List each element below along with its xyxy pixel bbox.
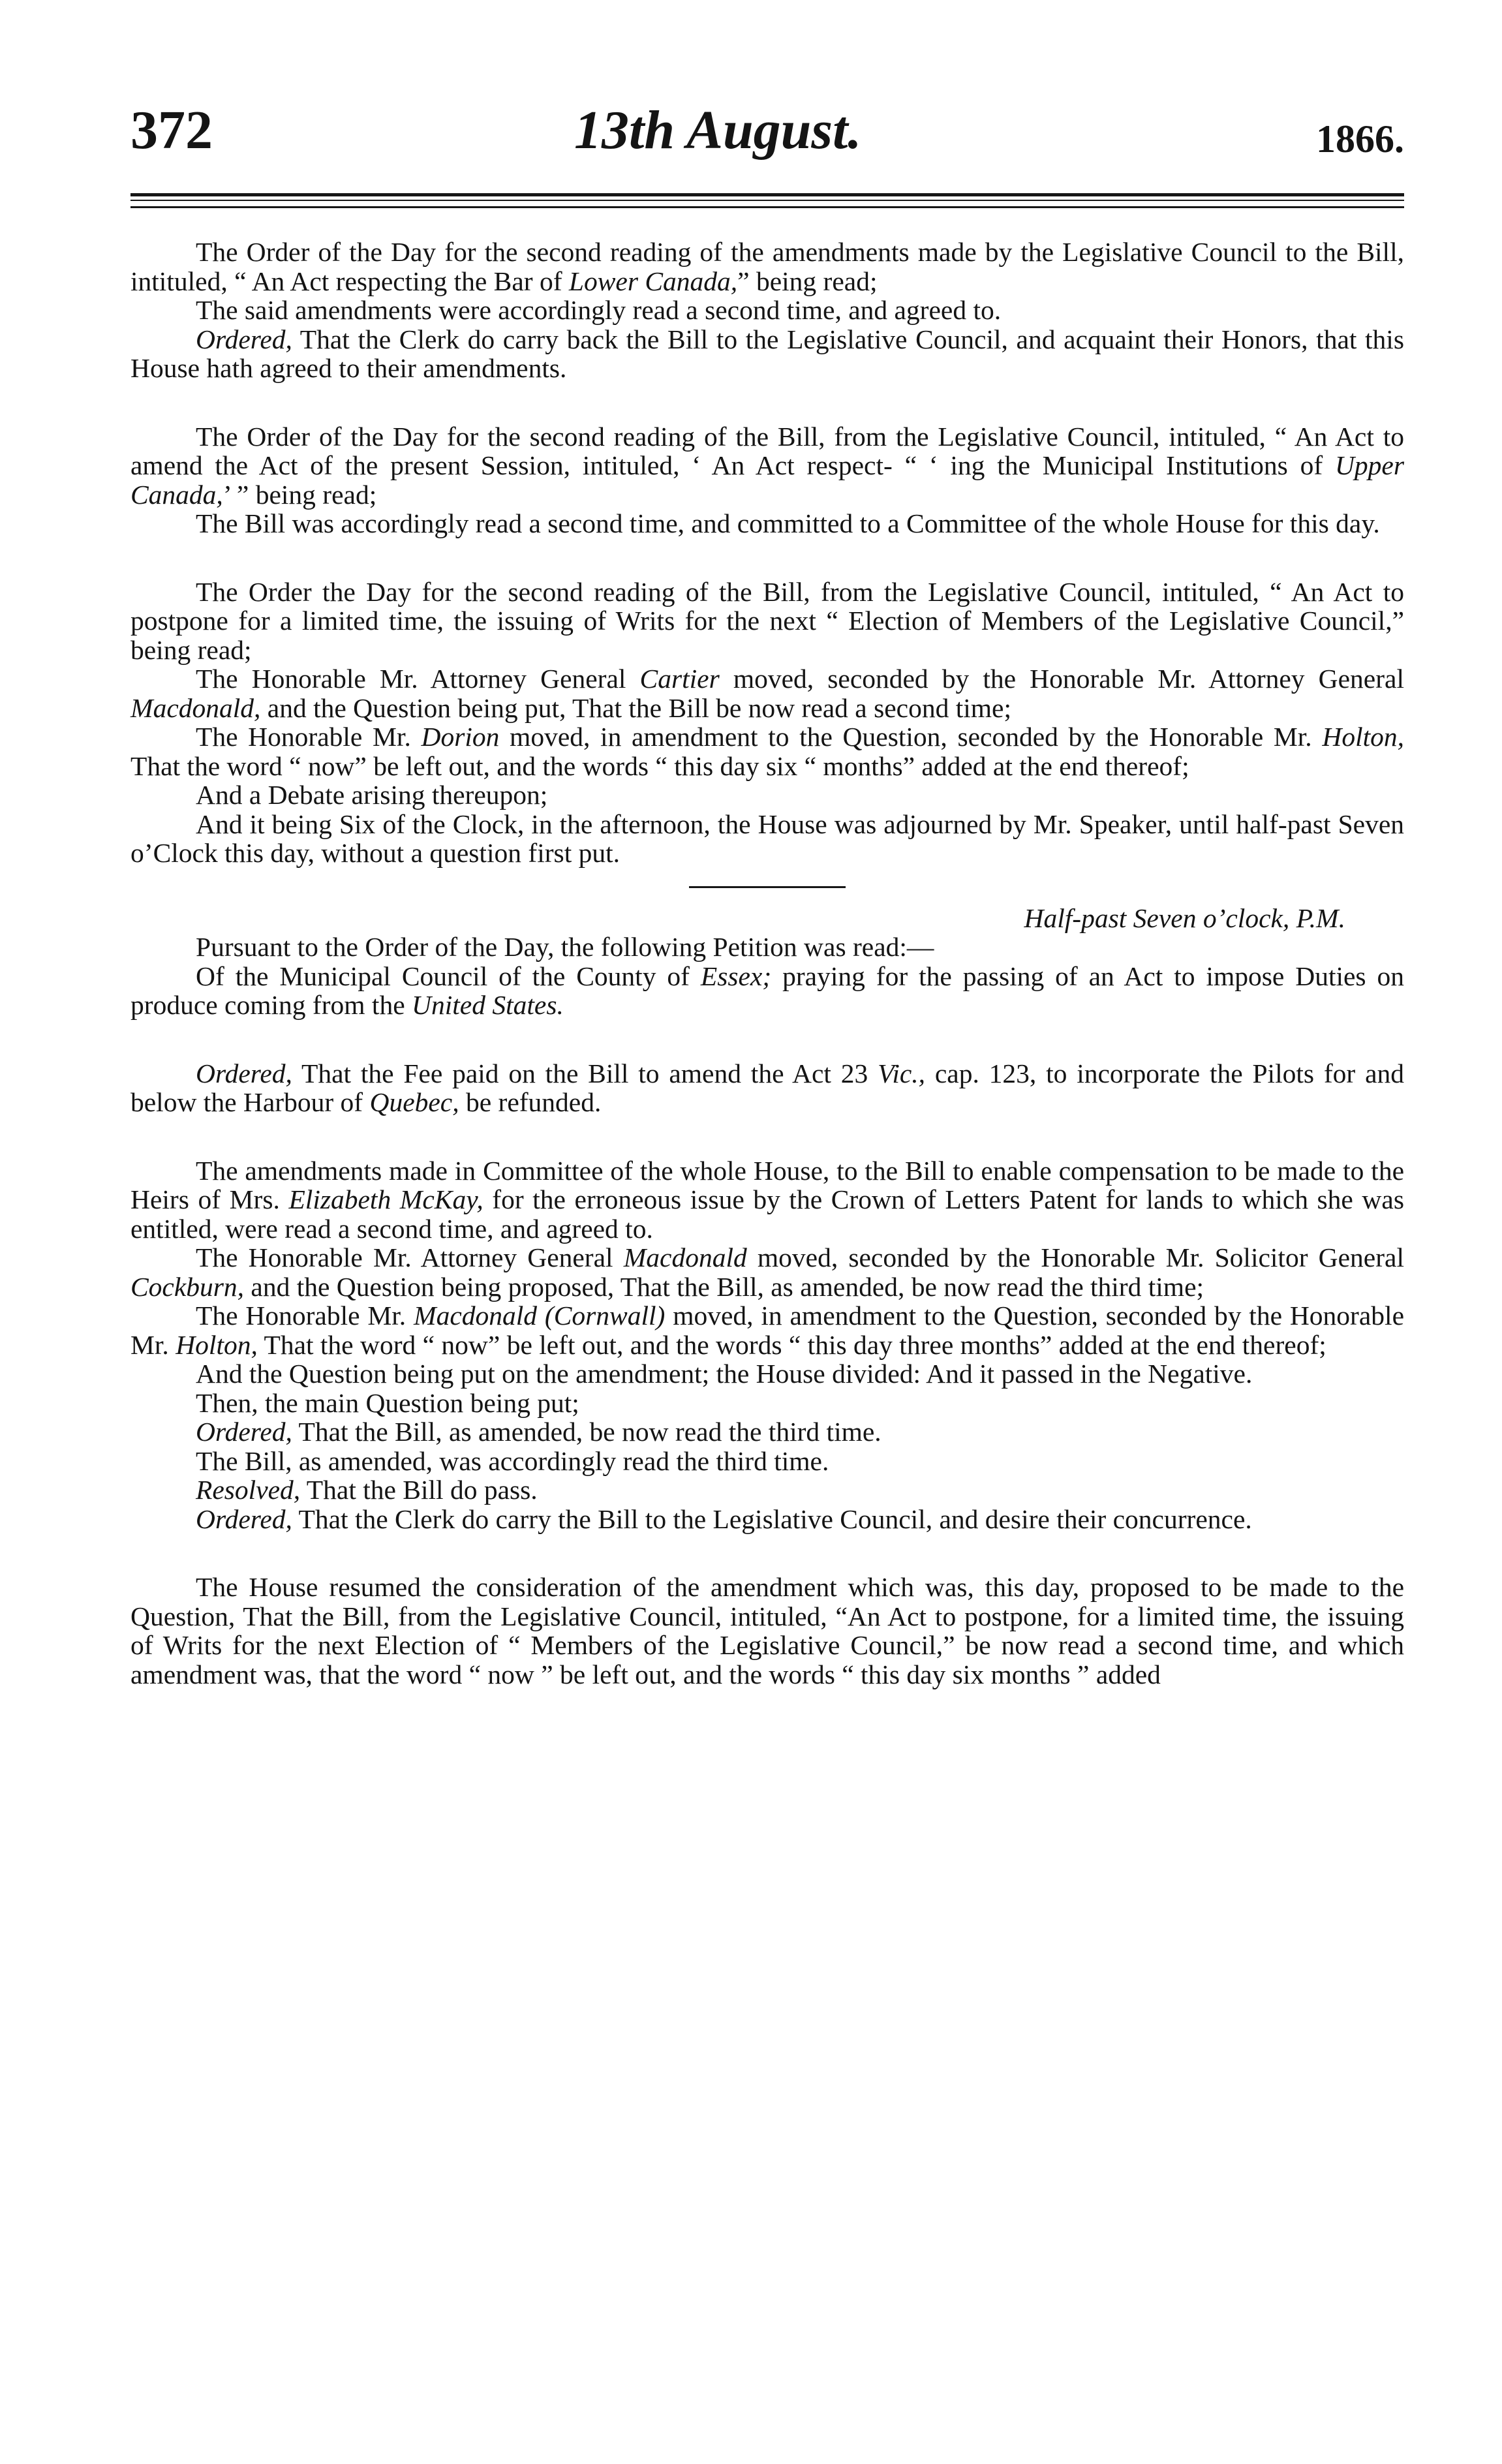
entry-bar-of-lower-canada — [130, 238, 1404, 383]
paragraph: And a Debate arising thereupon; — [196, 780, 548, 810]
section-divider — [689, 886, 846, 888]
entry-municipal-institutions-bill — [130, 422, 1404, 538]
paragraph: The said amendments were accordingly read a second time, and agreed to. — [196, 295, 1002, 325]
entry-postpone-writs-bill — [130, 578, 1404, 868]
page-year: 1866. — [1316, 117, 1404, 161]
entry-pilots-fee — [130, 1059, 1404, 1117]
paragraph: Then, the main Question being put; — [196, 1387, 579, 1418]
paragraph: The Order of the Day for the second reading of the amendments made by the Legislative Council to the Bill, intituled, “ An Act respecting the Bar of Lower Canada,” being read; — [130, 237, 1404, 296]
paragraph: The Honorable Mr. Attorney General Cartier moved, seconded by the Honorable Mr. Attorney General Macdonald, and the Question being put, That the Bill be now read a second time; — [130, 664, 1404, 723]
paragraph: Ordered, That the Clerk do carry back the Bill to the Legislative Council, and acquaint their Honors, that this House hath agreed to their amendments. — [130, 324, 1404, 383]
entry-resumed-consideration — [130, 1573, 1404, 1689]
paragraph: Ordered, That the Bill, as amended, be now read the third time. — [196, 1417, 881, 1447]
sitting-time: Half-past Seven o’clock, P.M. — [1024, 902, 1345, 933]
journal-body — [130, 238, 1404, 1689]
paragraph: And it being Six of the Clock, in the afternoon, the House was adjourned by Mr. Speaker, until half-past Seven o’Clock this day, without a question first put. — [130, 808, 1404, 868]
paragraph: And the Question being put on the amendment; the House divided: And it passed in the Negative. — [196, 1359, 1253, 1389]
paragraph: Resolved, That the Bill do pass. — [196, 1475, 538, 1505]
paragraph: The Order of the Day for the second reading of the Bill, from the Legislative Council, intituled, “ An Act to amend the Act of the present Session, intituled, ‘ An Act respect- “ ‘ ing the Municipal Institutions of Upper Canada,’ ” being read; — [130, 421, 1404, 510]
page-date: 13th August. — [574, 100, 862, 161]
paragraph: Ordered, That the Clerk do carry the Bill to the Legislative Council, and desire their concurrence. — [196, 1503, 1252, 1534]
header-rule-bottom — [130, 206, 1404, 208]
paragraph: The Order the Day for the second reading of the Bill, from the Legislative Council, intituled, “ An Act to postpone for a limited time, the issuing of Writs for the next “ Election of Members of the Legislative Council,” being read; — [130, 576, 1404, 665]
paragraph: The amendments made in Committee of the whole House, to the Bill to enable compensation to be made to the Heirs of Mrs. Elizabeth McKay, for the erroneous issue by the Crown of Letters Patent for lands to which she was entitled, were read a second time, and agreed to. — [130, 1155, 1404, 1244]
paragraph: The House resumed the consideration of the amendment which was, this day, proposed to be made to the Question, That the Bill, from the Legislative Council, intituled, “An Act to postpone, for a limited time, the issuing of Writs for the next Election of “ Members of the Legislative Council,” be now read a second time, and which amendment was, that the word “ now ” be left out, and the words “ this day six months ” added — [130, 1572, 1404, 1689]
page-number: 372 — [130, 100, 213, 161]
paragraph: The Bill was accordingly read a second time, and committed to a Committee of the whole House for this day. — [196, 508, 1380, 538]
paragraph: The Bill, as amended, was accordingly read the third time. — [196, 1445, 829, 1476]
paragraph: The Honorable Mr. Dorion moved, in amendment to the Question, seconded by the Honorable Mr. Holton, That the word “ now” be left out, and the words “ this day six “ months” added at the end thereof; — [130, 722, 1405, 781]
page-header — [130, 84, 1404, 162]
header-rule-middle — [130, 200, 1404, 201]
paragraph: Pursuant to the Order of the Day, the following Petition was read:— — [196, 932, 934, 962]
header-rule-top — [130, 193, 1404, 196]
paragraph: Ordered, That the Fee paid on the Bill to amend the Act 23 Vic., cap. 123, to incorporate the Pilots for and below the Harbour of Quebec, be refunded. — [130, 1058, 1404, 1117]
entry-evening-sitting — [130, 904, 1404, 1020]
paragraph: The Honorable Mr. Macdonald (Cornwall) moved, in amendment to the Question, seconded by the Honorable Mr. Holton, That the word “ now” be left out, and the words “ this day three months” added at the end thereof; — [130, 1301, 1404, 1360]
paragraph: The Honorable Mr. Attorney General Macdonald moved, seconded by the Honorable Mr. Solicitor General Cockburn, and the Question being proposed, That the Bill, as amended, be now read the third time; — [130, 1242, 1404, 1302]
paragraph: Of the Municipal Council of the County of Essex; praying for the passing of an Act to impose Duties on produce coming from the United States. — [130, 961, 1404, 1020]
entry-mckay-bill — [130, 1156, 1404, 1534]
